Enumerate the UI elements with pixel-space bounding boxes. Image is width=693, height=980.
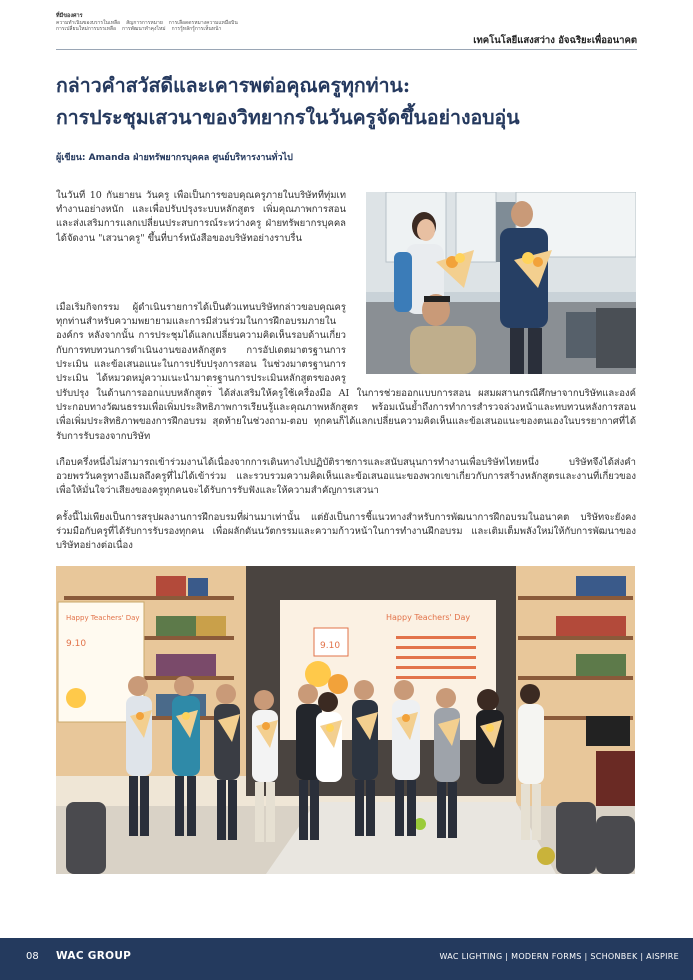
toc-title: ที่มีของศาร [56, 13, 83, 19]
table-of-contents [56, 13, 396, 33]
author-byline: ผู้เขียน: Amanda ฝ่ายทรัพยากรบุคคล ศูนย์บริหารงานทั่วไป [56, 153, 293, 163]
group-photo [56, 566, 635, 874]
toc-item[interactable]: ความทำเนินของบรารในเหลือ [56, 19, 121, 26]
screen-date: 9.10 [320, 641, 341, 651]
article-paragraph-2: เมื่อเริ่มกิจกรรม ผู้ดำเนินรายการได้เป็นตัวแทนบริษัทกล่าวขอบคุณครูทุกท่านสำหรับความพยายามและการมีส่วนร่วมในการฝึกอบรมภายในองค์กร หลังจากนั้น การประชุมได้แลกเปลี่ยนความคิดเห็นรอบด้านเกี่ยวกับการทบทวนการดำเนินงานของหลักสูตร การอัปเดตมาตรฐานการประเมิน และข้อเสนอแนะในการปรับปรุงการสอน ในช่วงมาตรฐานการประเมิน ได้หมวดหมู่ความเนะนำมาตรฐานการประเมินหลักสูตรของครู [56, 302, 346, 385]
headline-line-1: กล่าวคำสวัสดีและเคารพต่อคุณครูทุกท่าน: [56, 74, 411, 97]
toc-item[interactable]: การเปลี่ยนใหม่การบรรเหลือ [56, 26, 116, 32]
article-headline [56, 70, 656, 134]
poster-title: Happy Teachers' Day [66, 614, 140, 622]
footer-brand-list: WAC LIGHTING | MODERN FORMS | SCHONBEK | AISPIRE [439, 952, 679, 961]
header-divider [56, 49, 637, 50]
article-paragraph-5: ครั้งนี้ไม่เพียงเป็นการสรุปผลงานการฝึกอบรมที่ผ่านมาเท่านั้น แต่ยังเป็นการชี้แนวทางสำหรับการพัฒนาการฝึกอบรมในอนาคต บริษัทจะยังคงร่วมมือกับครูที่ได้รับการรับรองทุกคน เพื่อผลักดันนวัตกรรมและความก้าวหน้าในการทำงานฝึกอบรม และเติมเต็มพลังใหม่ให้กับการพัฒนาของบริษัทอย่างต่อเนื่อง [56, 512, 636, 552]
article-paragraph-3: ปรับปรุง ในด้านการออกแบบหลักสูตร ได้ส่งเสริมให้ครูใช้เครื่องมือ AI ในการช่วยออกแบบการสอน ผสมผสานกรณีศึกษาจากบริษัทและองค์ประกอบทางวัฒนธรรมเพื่อเพิ่มประสิทธิภาพการเรียนรู้และคุณภาพหลักสูตร พร้อมเน้นย้ำถึงการทำการสำรวจล่วงหน้าและทบทวนหลังการสอนเพื่อเพิ่มประสิทธิภาพของการฝึกอบรม สุดท้ายในช่วงถาม-ตอบ ทุกคนก็ได้แลกเปลี่ยนความคิดเห็นและข้อเสนอแนะของตนเองในบรรยากาศที่ได้รับการรับรองจากบริษัท [56, 388, 636, 442]
poster-date: 9.10 [66, 639, 87, 649]
page-number: 08 [26, 951, 39, 962]
toc-row [56, 26, 396, 33]
headline-line-2: การประชุมเสวนาของวิทยากรในวันครูจัดขึ้นอย่างอบอุ่น [56, 106, 520, 129]
toc-item[interactable]: สัญการการหมาย [126, 19, 163, 26]
toc-item[interactable]: การพัฒนาทำคุงไหม่ [122, 26, 166, 32]
page-footer [0, 938, 693, 980]
screen-title: Happy Teachers' Day [386, 613, 471, 622]
flower-presentation-photo [366, 192, 636, 374]
article-paragraph-4: เกือบครึ่งหนึ่งไม่สามารถเข้าร่วมงานได้เนื่องจากการเดินทางไปปฏิบัติราชการและสนับสนุนการทำงานเพื่อบริษัทไทยหนึ่ง บริษัทจึงได้ส่งคำอวยพรวันครูทางอีเมลถึงครูที่ไม่ได้เข้าร่วม และรวบรวมความคิดเห็นและข้อเสนอแนะของพวกเขาเกี่ยวกับการสร้างหลักสูตรและงานที่เกี่ยวของ เพื่อให้มั่นใจว่าเสียงของครูทุกคนจะได้รับการรับฟังและให้ความสำคัญการเสวนา [56, 457, 636, 497]
toc-item[interactable]: การรู้หลักรู้การเห็นหน้า [171, 26, 222, 32]
footer-brand-logo: WAC GROUP [56, 950, 132, 962]
section-title: เทคโนโลยีแสงสว่าง อัจฉริยะเพื่ออนาคต [473, 35, 637, 46]
toc-item[interactable]: การเลือดดรหมางความแหมือบิน [168, 19, 238, 26]
article-paragraph-1: ในวันที่ 10 กันยายน วันครู เพื่อเป็นการขอบคุณครูภายในบริษัทที่ทุ่มเททำงานอย่างหนัก และเพื่อปรับปรุงระบบหลักสูตร เพิ่มคุณภาพการสอน และส่งเสริมการแลกเปลี่ยนประสบการณ์ระหว่างครู ฝ่ายทรัพยากรบุคคลได้จัดงาน "เสวนาครู" ขึ้นที่บาร์หนังสือของบริษัทอย่างราบรื่น [56, 190, 346, 244]
